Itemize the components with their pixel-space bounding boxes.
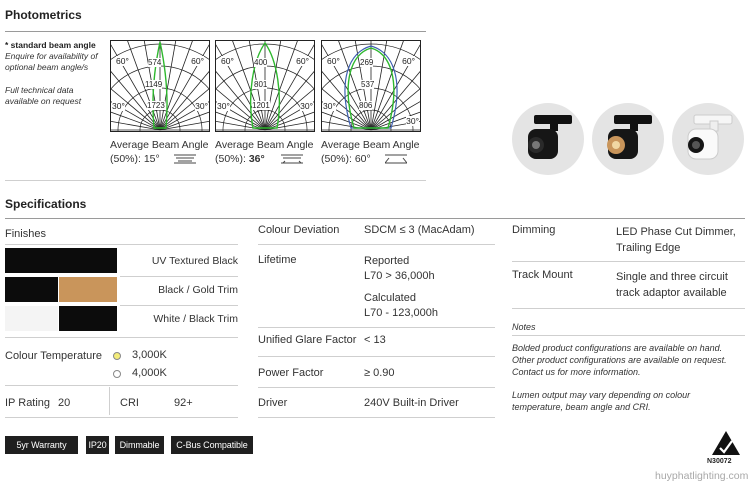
colour-temperature-4000: 4,000K: [132, 367, 167, 379]
lifetime-rule: [258, 327, 495, 328]
finish-label-gold: Black / Gold Trim: [158, 284, 238, 296]
finish-label-black: UV Textured Black: [151, 255, 238, 267]
finish-swatch-white-body: [5, 306, 58, 331]
lifetime-label: Lifetime: [258, 254, 297, 266]
badge-warranty: 5yr Warranty: [5, 436, 78, 454]
lifetime-reported-value: L70 > 36,000h: [364, 270, 435, 282]
intensity-value-inner: 806: [359, 101, 373, 110]
finish-label-white: White / Black Trim: [153, 313, 238, 325]
notes-title: Notes: [512, 322, 536, 332]
lifetime-calculated-value: L70 - 123,000h: [364, 307, 439, 319]
intensity-value-outer: 400: [254, 58, 268, 67]
finish-swatch-black-body: [5, 277, 58, 302]
watermark: huyphatlighting.com: [655, 470, 749, 482]
angle-label-60-right: 60°: [296, 56, 309, 66]
beam-caption-value: 36°: [248, 153, 265, 165]
beam-caption-prefix: (50%):: [110, 153, 144, 165]
notes-rule: [512, 335, 745, 336]
beam-spread-icon: [385, 154, 407, 164]
notes-line: Contact us for more information.: [512, 367, 641, 377]
rcm-certification-icon: [711, 430, 741, 456]
finish-swatch-black-trim: [59, 306, 117, 331]
angle-label-30-left: 30°: [323, 101, 336, 111]
notes-line: Other product configurations are available on request.: [512, 355, 727, 365]
track-mount-label: Track Mount: [512, 269, 573, 281]
finish-swatch-gold-trim: [59, 277, 117, 302]
angle-label-60-right: 60°: [402, 56, 415, 66]
deviation-rule: [258, 244, 495, 245]
notes-line: Bolded product configurations are available on hand.: [512, 343, 723, 353]
finish-divider: [120, 305, 238, 306]
specifications-title: Specifications: [5, 197, 87, 211]
dimming-value-line1: LED Phase Cut Dimmer,: [616, 226, 736, 238]
notes-paragraph-1: [512, 342, 727, 378]
intensity-value-inner: 1201: [252, 101, 270, 110]
dimming-label: Dimming: [512, 224, 556, 236]
driver-rule: [258, 417, 495, 418]
polar-diagram-60: [321, 40, 421, 132]
intensity-value-outer: 574: [148, 58, 162, 67]
angle-label-30-left: 30°: [217, 101, 230, 111]
track-mount-value-line2: track adaptor available: [616, 287, 727, 299]
ugf-rule: [258, 356, 495, 357]
lifetime-values: [364, 254, 438, 321]
beam-spread-icon: [281, 154, 303, 164]
dimming-value-line2: Trailing Edge: [616, 242, 681, 254]
badge-ip20: IP20: [86, 436, 109, 454]
beam-caption-value: 60°: [354, 153, 371, 165]
angle-label-60-right: 60°: [191, 56, 204, 66]
badge-cbus: C-Bus Compatible: [171, 436, 253, 454]
finish-divider: [120, 276, 238, 277]
notes-line: Lumen output may vary depending on colour: [512, 390, 691, 400]
finish-swatch-black: [5, 248, 117, 273]
finishes-label: Finishes: [5, 228, 46, 240]
polar-diagram-15: [110, 40, 210, 132]
colour-temperature-label: Colour Temperature: [5, 350, 103, 362]
power-factor-label: Power Factor: [258, 367, 324, 379]
beam-caption-prefix: (50%):: [321, 153, 355, 165]
badge-dimmable: Dimmable: [115, 436, 164, 454]
intensity-value-mid: 1149: [145, 80, 163, 89]
angle-label-30-right: 30°: [195, 101, 208, 111]
ip-rating-value: 20: [58, 397, 71, 409]
photometrics-title: Photometrics: [5, 8, 82, 22]
product-image-gold: [592, 103, 664, 175]
ugf-value: < 13: [364, 334, 386, 346]
neutral-dot-icon: [113, 370, 121, 378]
enquire-note: Enquire for availability of optional beam angle/s: [5, 51, 98, 72]
angle-label-30-left: 30°: [112, 101, 125, 111]
finishes-rule: [5, 244, 238, 245]
driver-value: 240V Built-in Driver: [364, 397, 459, 409]
polar-diagram-36: [215, 40, 315, 132]
beam-caption-60: [321, 138, 419, 166]
photometrics-bottom-rule: [5, 180, 426, 181]
beam-caption-title: Average Beam Angle: [110, 139, 209, 151]
angle-label-60-left: 60°: [221, 56, 234, 66]
angle-label-60-left: 60°: [327, 56, 340, 66]
driver-label: Driver: [258, 397, 288, 409]
product-image-white: [672, 103, 744, 175]
beam-caption-value: 15°: [143, 153, 160, 165]
beam-caption-prefix: (50%):: [215, 153, 249, 165]
track-mount-value-line1: Single and three circuit: [616, 271, 728, 283]
ugf-label: Unified Glare Factor: [258, 334, 357, 346]
colour-deviation-label: Colour Deviation: [258, 224, 340, 236]
power-factor-rule: [258, 387, 495, 388]
beam-caption-title: Average Beam Angle: [321, 139, 420, 151]
photometrics-notes: [5, 40, 107, 107]
ip-cri-divider: [109, 387, 110, 415]
beam-caption-title: Average Beam Angle: [215, 139, 314, 151]
photometrics-rule: [5, 31, 426, 32]
angle-label-30-right: 30°: [300, 101, 313, 111]
intensity-value-mid: 801: [254, 80, 268, 89]
technical-note: Full technical data available on request: [5, 85, 82, 106]
intensity-value-outer: 269: [360, 58, 374, 67]
colour-deviation-value: SDCM ≤ 3 (MacAdam): [364, 224, 475, 236]
dimming-rule: [512, 261, 745, 262]
finishes-bottom-rule: [5, 337, 238, 338]
notes-paragraph-2: [512, 389, 690, 413]
intensity-value-mid: 537: [361, 80, 375, 89]
lifetime-calculated-label: Calculated: [364, 292, 416, 304]
warm-dot-icon: [113, 352, 121, 360]
cri-value: 92+: [174, 397, 193, 409]
intensity-value-inner: 1723: [147, 101, 165, 110]
colour-temperature-3000: 3,000K: [132, 349, 167, 361]
ip-rule: [5, 417, 238, 418]
beam-spread-icon: [174, 154, 196, 164]
certification-code: N30072: [707, 458, 732, 465]
angle-label-30-right: 30°: [406, 116, 419, 126]
power-factor-value: ≥ 0.90: [364, 367, 395, 379]
specifications-rule: [5, 218, 745, 219]
notes-line: temperature, beam angle and CRI.: [512, 402, 651, 412]
colour-temp-rule: [5, 385, 238, 386]
ip-rating-label: IP Rating: [5, 397, 51, 409]
beam-caption-15: [110, 138, 208, 166]
beam-caption-36: [215, 138, 313, 166]
dimming-value: [616, 224, 736, 256]
lifetime-reported-label: Reported: [364, 255, 410, 267]
track-mount-value: [616, 269, 728, 301]
product-image-black: [512, 103, 584, 175]
cri-label: CRI: [120, 397, 139, 409]
angle-label-60-left: 60°: [116, 56, 129, 66]
track-mount-rule: [512, 308, 745, 309]
standard-beam-note: * standard beam angle: [5, 40, 96, 50]
